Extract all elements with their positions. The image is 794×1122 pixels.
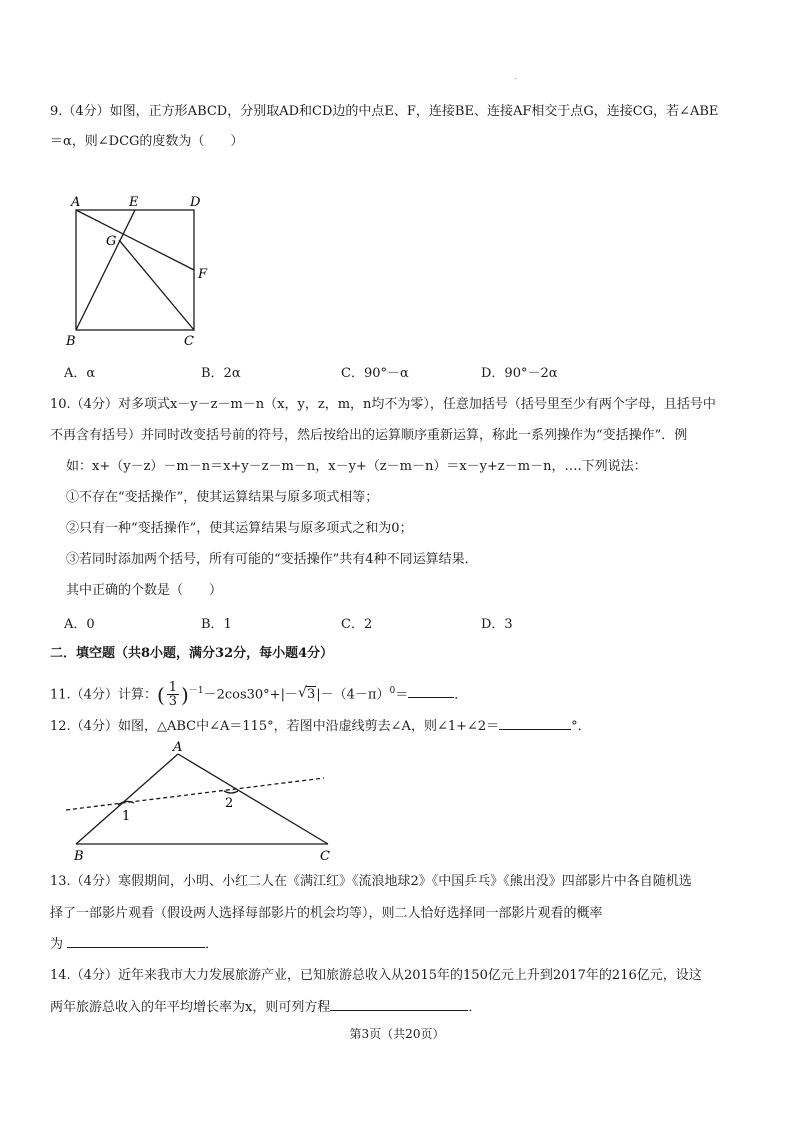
q11-exp2: 0 (389, 686, 396, 696)
label-c: C (320, 849, 330, 864)
dot-mark: . (514, 72, 517, 81)
q11-part3: |－（4－π） (316, 687, 390, 703)
cut-line (66, 778, 324, 810)
q11-prefix: 11.（4分）计算： (50, 687, 157, 703)
q11-suffix: ＝ (395, 687, 409, 703)
q11-sqrt-val: 3 (306, 687, 316, 703)
q14-line1: 14.（4分）近年来我市大力发展旅游产业，已知旅游总收入从2015年的150亿元上升到2017年的216亿元，设这 (50, 968, 702, 983)
label-a: A (71, 195, 81, 210)
q12-end: °． (571, 719, 591, 734)
q9-square-figure (60, 192, 220, 352)
q10-line3: 如：x+（y－z）－m－n＝x+y－z－m－n，x－y+（z－m－n）＝x－y+z－m－n，….下列说法： (66, 459, 647, 474)
q12-line (50, 717, 591, 736)
q11-fraction (167, 681, 179, 708)
angle-2-arc (224, 791, 238, 793)
q9-option-a: A．α (64, 366, 96, 381)
segment-af (76, 210, 194, 270)
q14-answer-blank[interactable] (330, 998, 468, 1011)
q9-option-d: D．90°－2α (481, 366, 558, 381)
q12-triangle-figure (60, 738, 350, 864)
q9-line2: ＝α，则∠DCG的度数为（ ） (50, 134, 244, 149)
label-b: B (66, 334, 76, 349)
page-footer: 第3页（共20页） (349, 1027, 445, 1041)
label-2: 2 (225, 796, 234, 811)
side-ab (76, 754, 178, 844)
q11-part2: －2cos30°+|－ (203, 687, 298, 703)
q11-exp1: －1 (188, 686, 204, 696)
q13-answer-blank[interactable] (67, 935, 205, 948)
q13-end: ． (205, 937, 219, 952)
label-b: B (74, 849, 84, 864)
q11-left-paren: ( (156, 682, 165, 707)
q14-line2-text: 两年旅游总收入的年平均增长率为x，则可列方程 (50, 1000, 331, 1015)
q10-ask: 其中正确的个数是（ ） (66, 583, 223, 598)
q10-option-c: C．2 (341, 617, 373, 632)
q11-frac-den: 3 (168, 694, 178, 710)
q10-line1: 10.（4分）对多项式x－y－z－m－n（x，y，z，m，n均不为零），任意加括号（括号里至少有两个字母，且括号中 (50, 397, 716, 412)
q14-end: ． (468, 1000, 482, 1015)
q11-sqrt (298, 682, 316, 708)
q10-option-b: B．1 (201, 617, 232, 632)
label-g: G (106, 234, 117, 249)
segment-be (76, 210, 135, 330)
label-e: E (129, 195, 139, 210)
q13-line3 (50, 935, 218, 954)
square-abcd (76, 210, 194, 330)
q12-text: 12.（4分）如图，△ABC中∠A＝115°，若图中沿虚线剪去∠A，则∠1+∠2＝ (50, 719, 500, 734)
q11-frac-num: 1 (168, 680, 178, 696)
q12-answer-blank[interactable] (499, 717, 571, 730)
q13-line3-text: 为 (50, 937, 64, 952)
q14-line2 (50, 998, 481, 1017)
q10-option-a: A．0 (64, 617, 95, 632)
label-c: C (184, 334, 194, 349)
side-ac (178, 754, 328, 844)
q10-statement-1: ①不存在“变括操作”，使其运算结果与原多项式相等； (66, 490, 379, 505)
q10-line2: 不再含有括号）并同时改变括号前的符号，然后按给出的运算顺序重新运算，称此一系列操作为“变括操作”．例 (50, 428, 688, 443)
q13-line2: 择了一部影片观看（假设两人选择每部影片的机会均等），则二人恰好选择同一部影片观看的概率 (50, 906, 603, 921)
q10-statement-3: ③若同时添加两个括号，所有可能的“变括操作”共有4种不同运算结果． (66, 552, 478, 567)
label-a: A (173, 740, 183, 755)
q11-end: ． (454, 687, 468, 703)
q9-option-b: B．2α (201, 366, 241, 381)
q10-statement-2: ②只有一种“变括操作”，使其运算结果与原多项式之和为0； (66, 521, 413, 536)
q11-right-paren: ) (181, 682, 189, 707)
q9-option-c: C．90°－α (341, 366, 409, 381)
segment-cg (119, 240, 194, 330)
q11-line (50, 678, 467, 708)
q9-line1: 9.（4分）如图，正方形ABCD，分别取AD和CD边的中点E、F，连接BE、连接AF相交于点G，连接CG，若∠ABE (50, 104, 719, 119)
q13-line1: 13.（4分）寒假期间，小明、小红二人在《满江红》《流浪地球2》《中国乒乓》《熊出没》四部影片中各自随机选 (50, 874, 692, 889)
label-f: F (198, 267, 208, 282)
q11-answer-blank[interactable] (408, 685, 454, 698)
q10-option-d: D．3 (481, 617, 513, 632)
label-1: 1 (122, 809, 131, 824)
sqrt-symbol-icon: √ (297, 685, 307, 702)
label-d: D (190, 195, 201, 210)
section-2-heading: 二．填空题（共8小题，满分32分，每小题4分） (50, 646, 334, 661)
